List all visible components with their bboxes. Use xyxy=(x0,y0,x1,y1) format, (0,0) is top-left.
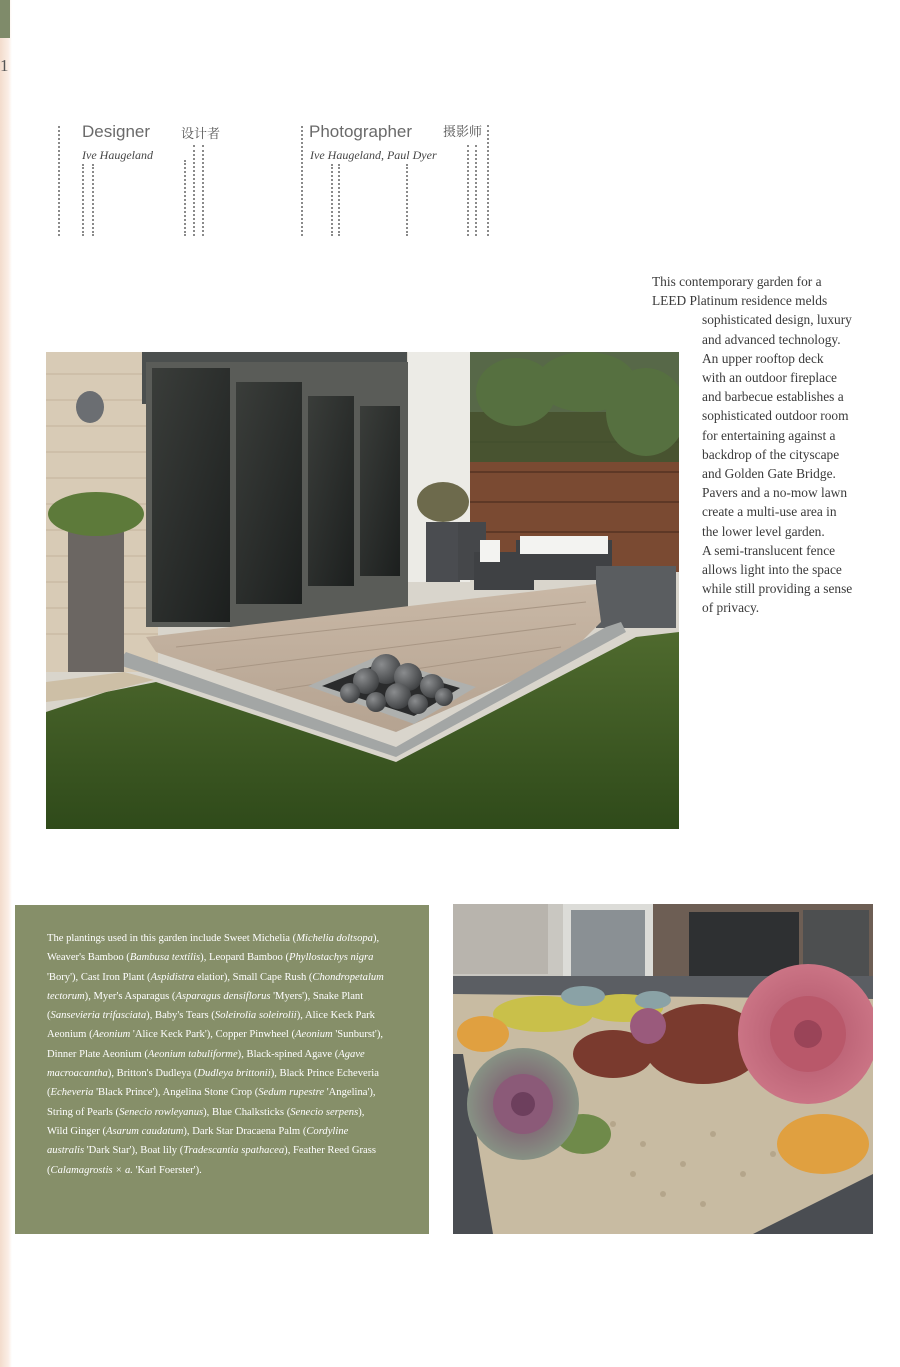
plantings-text xyxy=(47,929,387,1180)
plant-text-segment: 'Sunburst'), Dinner Plate Aeonium ( xyxy=(47,1029,384,1060)
photographer-name: Ive Haugeland, Paul Dyer xyxy=(310,148,437,162)
plant-text-segment: ), Wild Ginger ( xyxy=(47,1106,365,1137)
plant-latin-name: Phyllostachys nigra xyxy=(289,952,374,964)
intro-line: sophisticated outdoor room xyxy=(702,408,849,424)
plant-latin-name: Sedum rupestre xyxy=(258,1087,325,1099)
intro-line: with an outdoor fireplace xyxy=(702,370,837,386)
intro-line: sophisticated design, luxury xyxy=(702,312,852,328)
intro-line: and barbecue establishes a xyxy=(702,389,844,405)
plant-text-segment: ), Blue Chalksticks ( xyxy=(203,1106,291,1118)
plant-text-segment: ), Black Prince Echeveria ( xyxy=(47,1068,379,1099)
plant-text-segment: 'Alice Keck Park'), Copper Pinwheel ( xyxy=(130,1029,296,1041)
plant-latin-name: Asarum caudatum xyxy=(106,1125,184,1137)
plant-latin-name: Tradescantia spathacea xyxy=(183,1145,285,1157)
plant-text-segment: 'Black Prince'), Angelina Stone Crop ( xyxy=(93,1087,259,1099)
dotted-rule xyxy=(406,164,408,236)
intro-paragraph xyxy=(652,272,882,618)
plant-latin-name: Michelia doltsopa xyxy=(296,933,373,944)
plant-text-segment: ), Leopard Bamboo ( xyxy=(200,952,290,964)
plantings-panel xyxy=(15,905,429,1234)
plant-latin-name: Senecio rowleyanus xyxy=(119,1106,204,1118)
dotted-rule xyxy=(202,145,204,236)
intro-line: An upper rooftop deck xyxy=(702,350,824,366)
plant-latin-name: Aspidistra xyxy=(150,971,195,983)
intro-line: for entertaining against a xyxy=(702,427,836,443)
edge-tab xyxy=(0,0,10,38)
dotted-rule xyxy=(82,164,84,236)
intro-line: This contemporary garden for a xyxy=(652,274,822,289)
intro-line: A semi-translucent fence xyxy=(702,542,836,558)
plant-text-segment: ), Weaver's Bamboo ( xyxy=(47,933,380,964)
intro-line: Pavers and a no-mow lawn xyxy=(702,485,848,501)
dotted-rule xyxy=(338,164,340,236)
intro-line: the lower level garden. xyxy=(702,523,825,539)
plant-latin-name: Echeveria xyxy=(50,1087,94,1099)
intro-line: create a multi-use area in xyxy=(702,504,837,520)
plant-latin-name: Calamagrostis × a. xyxy=(50,1164,133,1176)
plant-text-segment: ), Black-spined Agave ( xyxy=(237,1048,339,1060)
plant-text-segment: 'Angelina'), String of Pearls ( xyxy=(47,1087,376,1118)
page-number: 1 xyxy=(0,56,9,75)
intro-line: allows light into the space xyxy=(702,562,842,578)
garden-patio-photo xyxy=(46,352,679,829)
plant-text-segment: ), Britton's Dudleya ( xyxy=(107,1068,198,1080)
intro-line: and Golden Gate Bridge. xyxy=(702,466,836,482)
photographer-label-cn: 摄影师 xyxy=(443,125,483,140)
plant-latin-name: Senecio serpens xyxy=(290,1106,359,1118)
plant-text-segment: ), Myer's Asparagus ( xyxy=(84,990,176,1002)
designer-name: Ive Haugeland xyxy=(82,148,153,162)
intro-line: while still providing a sense xyxy=(702,581,853,597)
plant-latin-name: Dudleya brittonii xyxy=(197,1068,271,1080)
dotted-rule xyxy=(58,126,60,236)
plant-latin-name: Cordyline australis xyxy=(47,1125,349,1157)
plant-text-segment: ), Baby's Tears ( xyxy=(146,1010,215,1022)
intro-line: of privacy. xyxy=(702,600,760,616)
photographer-label: Photographer xyxy=(309,122,413,141)
intro-line: and advanced technology. xyxy=(702,331,841,347)
plant-latin-name: Soleirolia soleirolii xyxy=(214,1010,297,1022)
plant-text-segment: The plantings used in this garden include Sweet Michelia ( xyxy=(47,933,297,944)
dotted-rule xyxy=(92,164,94,236)
succulent-planter-photo xyxy=(453,904,873,1234)
plant-latin-name: Aeonium xyxy=(295,1029,333,1041)
plant-text-segment: ), Feather Reed Grass ( xyxy=(47,1145,376,1176)
dotted-rule xyxy=(475,145,477,236)
plant-text-segment: elatior), Small Cape Rush ( xyxy=(194,971,313,983)
dotted-rule xyxy=(301,126,303,236)
plant-latin-name: Asparagus densiflorus xyxy=(175,990,271,1002)
plant-text-segment: 'Myers'), Snake Plant ( xyxy=(47,990,364,1022)
dotted-rule xyxy=(487,125,489,236)
designer-label-cn: 设计者 xyxy=(181,127,221,142)
plant-text-segment: 'Dark Star'), Boat lily ( xyxy=(84,1145,184,1157)
page-edge xyxy=(0,0,12,1367)
plant-latin-name: Chondropetalum tectorum xyxy=(47,971,384,1002)
designer-label: Designer xyxy=(82,122,151,141)
dotted-rule xyxy=(331,164,333,236)
plant-latin-name: Aeonium tabuliforme xyxy=(147,1048,238,1060)
plant-latin-name: Sansevieria trifasciata xyxy=(50,1010,147,1022)
intro-line: backdrop of the cityscape xyxy=(702,446,840,462)
plant-latin-name: Aeonium xyxy=(92,1029,131,1041)
plant-text-segment: 'Bory'), Cast Iron Plant ( xyxy=(47,971,151,983)
dotted-rule xyxy=(467,145,469,236)
intro-line: LEED Platinum residence melds xyxy=(652,293,828,309)
plant-latin-name: Bambusa textilis xyxy=(129,952,201,964)
plant-text-segment: ), Alice Keck Park Aeonium ( xyxy=(47,1010,375,1041)
plant-text-segment: 'Karl Foerster'). xyxy=(132,1164,202,1176)
dotted-rule xyxy=(193,145,195,236)
plant-text-segment: ), Dark Star Dracaena Palm ( xyxy=(183,1125,307,1137)
plant-latin-name: Agave macroacantha xyxy=(47,1048,365,1080)
dotted-rule xyxy=(184,160,186,236)
